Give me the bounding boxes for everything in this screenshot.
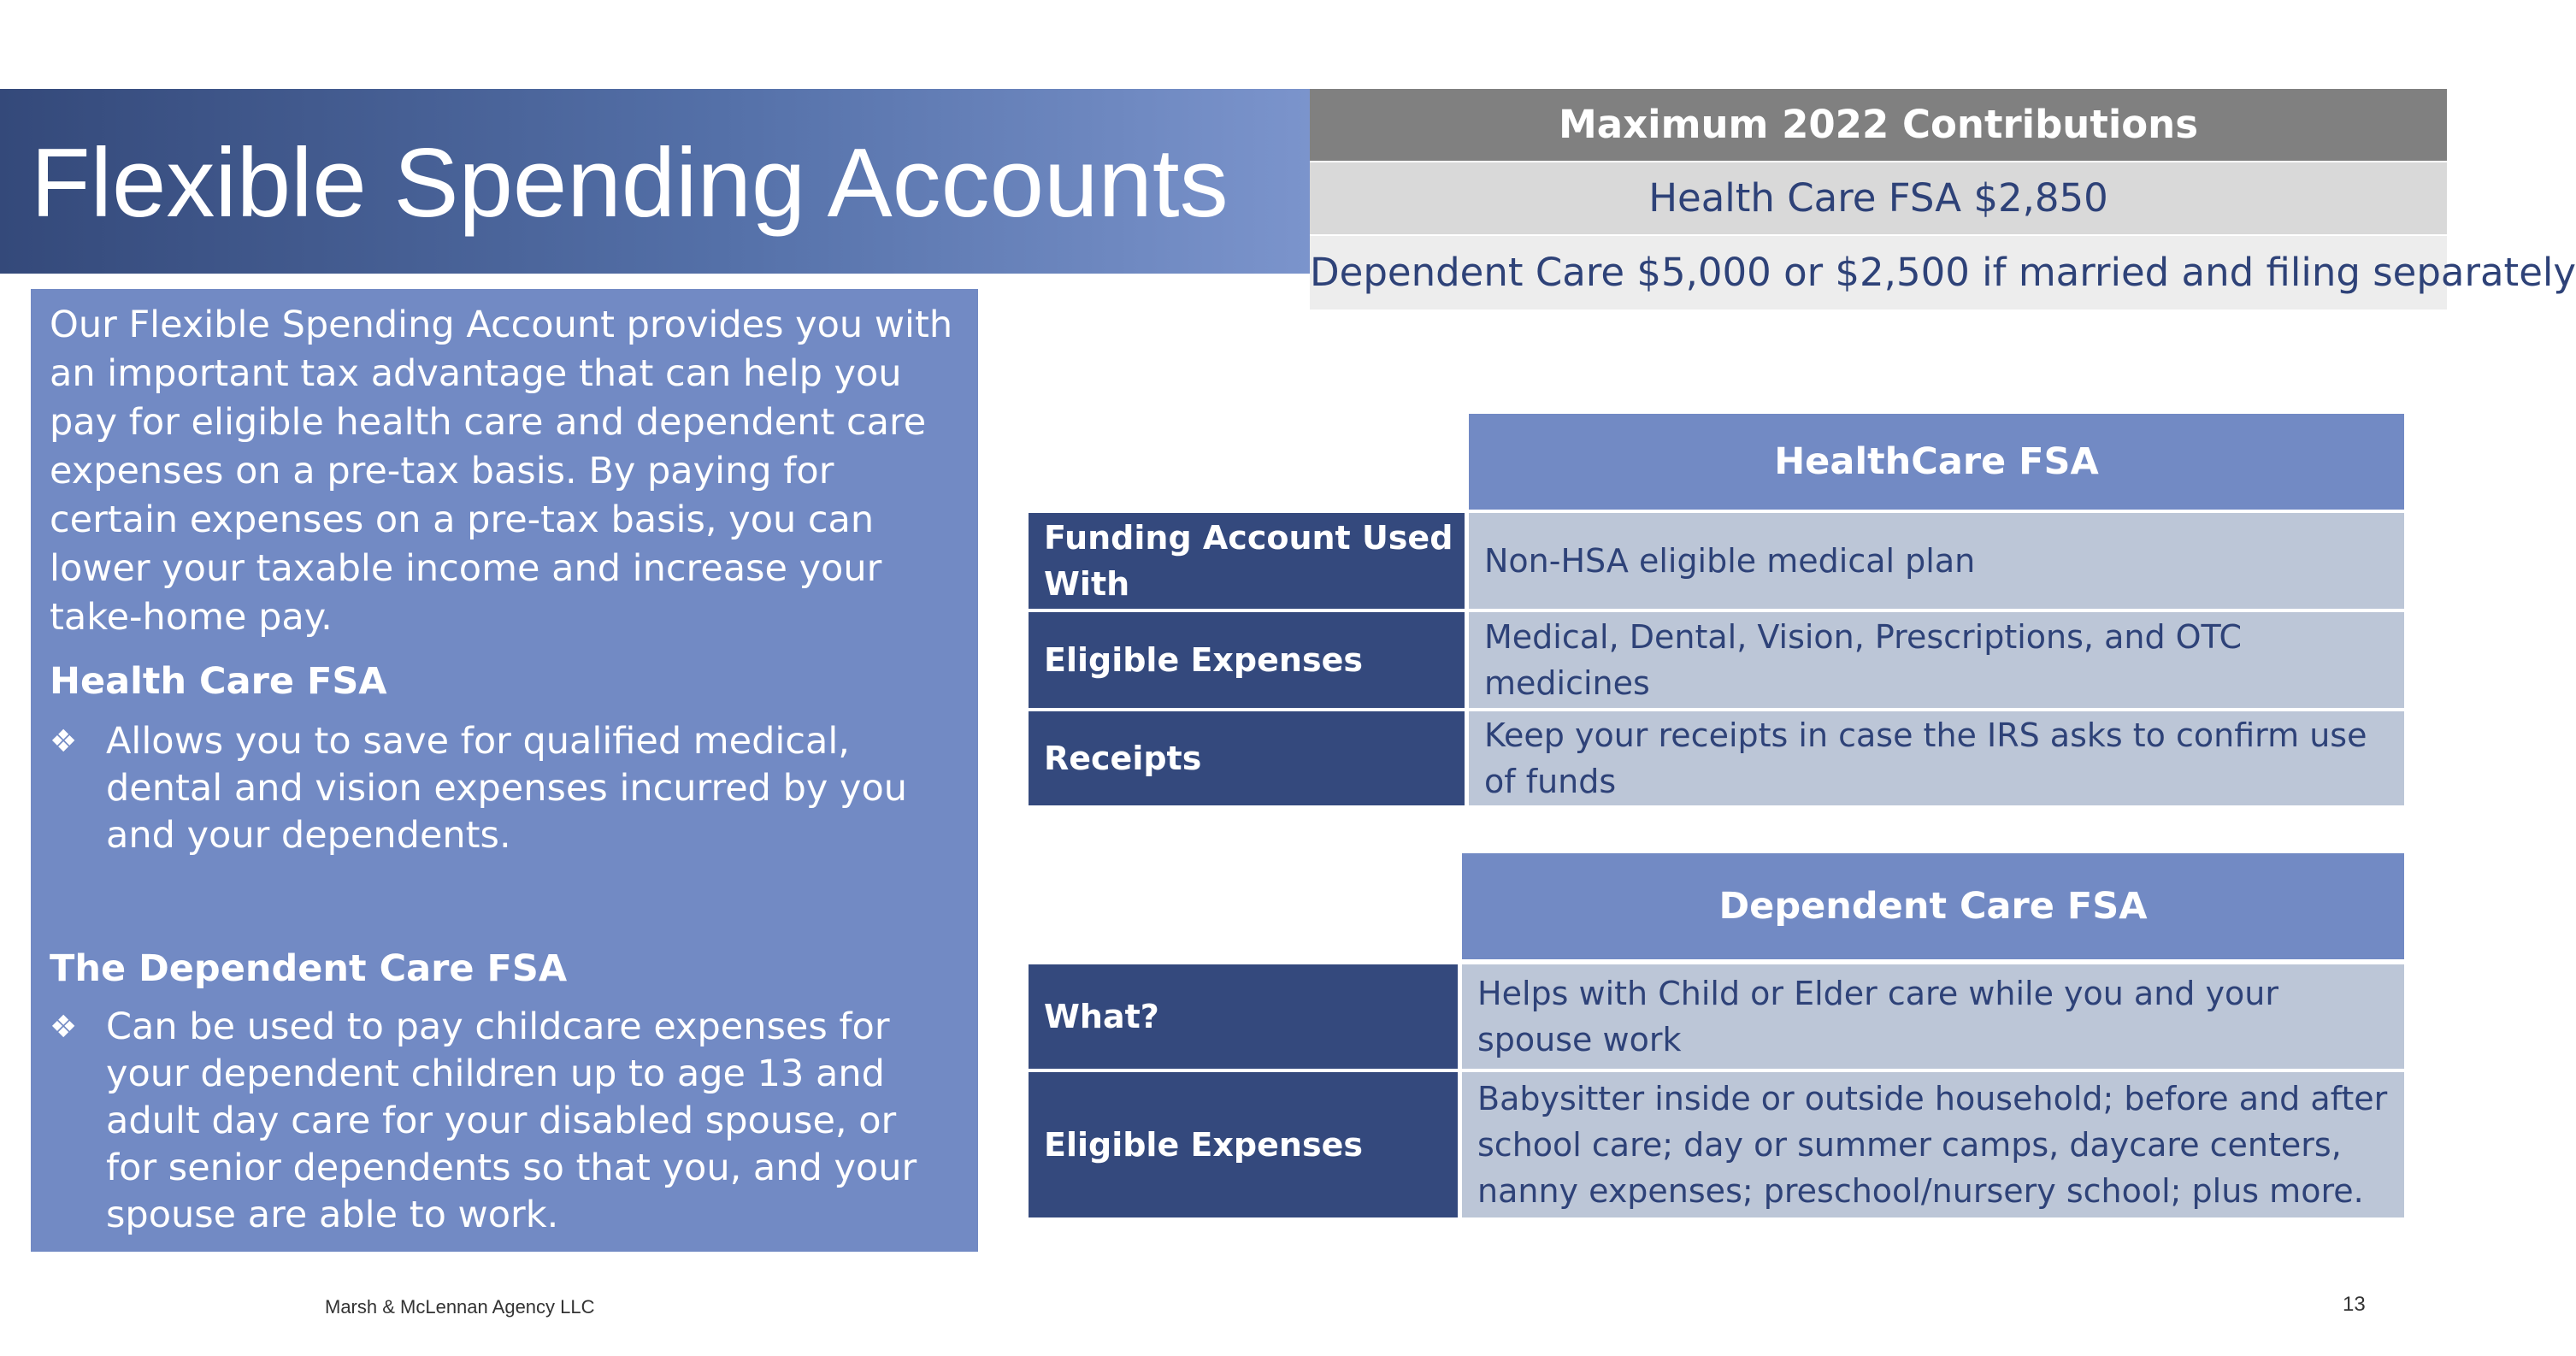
dependent-care-fsa-header: Dependent Care FSA (1462, 853, 2404, 959)
table-row-label: Funding Account Used With (1029, 513, 1465, 609)
dependent-care-fsa-heading: The Dependent Care FSA (50, 947, 568, 990)
table-row-value: Helps with Child or Elder care while you and your spouse work (1462, 964, 2404, 1069)
table-row-label: Receipts (1029, 711, 1465, 805)
footer-company-name: Marsh & McLennan Agency LLC (325, 1296, 595, 1318)
table-row-value: Babysitter inside or outside household; before and after school care; day or summer camps, daycare centers, nanny expenses; preschool/nursery school; plus more. (1462, 1072, 2404, 1217)
page-number: 13 (2343, 1293, 2366, 1316)
health-care-bullet (50, 718, 958, 859)
max-contribution-dependent-care: Dependent Care $5,000 or $2,500 if married and filing separately (1310, 236, 2447, 310)
diamond-bullet-icon: ❖ (50, 724, 78, 759)
healthcare-fsa-header: HealthCare FSA (1469, 414, 2404, 510)
table-row-label: Eligible Expenses (1029, 612, 1465, 708)
table-row-value: Keep your receipts in case the IRS asks to confirm use of funds (1469, 711, 2404, 805)
diamond-bullet-icon: ❖ (50, 1010, 78, 1045)
fsa-description-panel (31, 289, 978, 1252)
max-contributions-heading: Maximum 2022 Contributions (1310, 89, 2447, 161)
health-care-bullet-text: Allows you to save for qualified medical, dental and vision expenses incurred by you and your dependents. (106, 720, 908, 857)
dependent-care-bullet (50, 1004, 958, 1239)
table-row-label: Eligible Expenses (1029, 1072, 1458, 1217)
intro-paragraph: Our Flexible Spending Account provides you with an important tax advantage that can help you pay for eligible health care and dependent care expenses on a pre-tax basis. By paying for certain expenses on a pre-tax basis, you can lower your taxable income and increase your take-home pay. (50, 304, 953, 639)
page-title: Flexible Spending Accounts (31, 129, 1229, 238)
table-row-label: What? (1029, 964, 1458, 1069)
dependent-care-bullet-text: Can be used to pay childcare expenses for your dependent children up to age 13 and adult day care for your disabled spouse, or for senior dependents so that you, and your spouse are able to work. (106, 1005, 917, 1236)
table-row-value: Medical, Dental, Vision, Prescriptions, and OTC medicines (1469, 612, 2404, 708)
max-contribution-health-care: Health Care FSA $2,850 (1310, 162, 2447, 234)
table-row-value: Non-HSA eligible medical plan (1469, 513, 2404, 609)
health-care-fsa-heading: Health Care FSA (50, 660, 387, 703)
